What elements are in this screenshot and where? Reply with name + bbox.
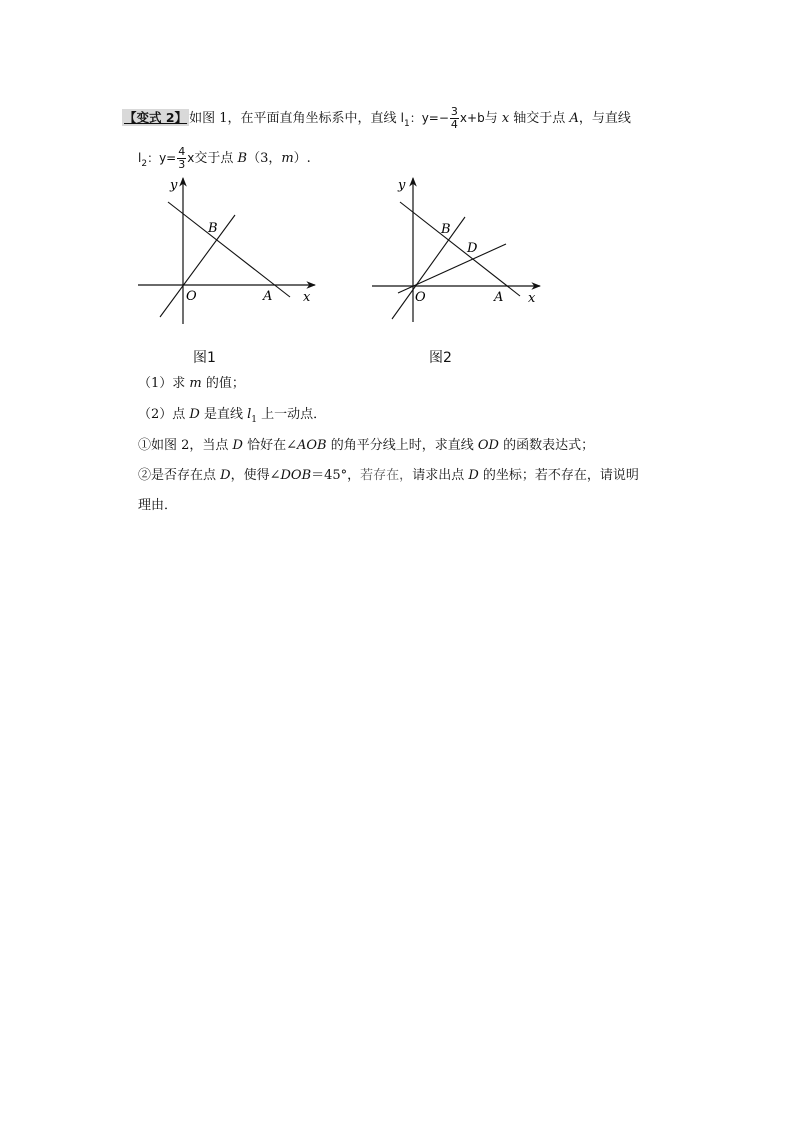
question-text: 的坐标；若不存在，请说明 [478, 468, 639, 483]
point-d-label: D [232, 438, 243, 453]
question-text: 是直线 [199, 407, 248, 422]
question-text-gray: 若存在， [360, 468, 413, 483]
problem-line-2 [138, 146, 311, 171]
point-a-label: A [569, 111, 579, 126]
sub-question-2 [138, 467, 639, 485]
line-l1 [168, 202, 290, 297]
question-text: （2）点 [138, 407, 190, 422]
question-text: ①如图 2，当点 [138, 438, 233, 453]
equation-l1-end: x+b [459, 111, 485, 125]
label-b: B [208, 221, 218, 236]
question-text: 的角平分线上时，求直线 [326, 438, 478, 453]
label-x: x [303, 290, 311, 305]
line-l1-letter: l [400, 111, 404, 125]
line-l2-subscript: 2 [141, 159, 148, 169]
figure-1-caption: 图1 [193, 350, 216, 366]
problem-text: ，与直线 [578, 111, 631, 126]
problem-text: ）. [293, 151, 311, 166]
label-x: x [528, 291, 536, 306]
label-a: A [263, 289, 273, 304]
question-text: ②是否存在点 [138, 468, 221, 483]
point-d-label: D [468, 468, 479, 483]
line-l2 [160, 215, 235, 317]
sub-question-2-continued [138, 497, 177, 515]
problem-text: 与 [484, 111, 502, 126]
problem-text: （3， [247, 151, 282, 166]
label-o: O [415, 290, 426, 305]
question-text: 理由． [138, 498, 178, 513]
label-y: y [170, 178, 178, 193]
line-l1-letter: l [247, 407, 252, 422]
figure-1-diagram [130, 172, 330, 332]
problem-text: 轴交于点 [509, 111, 570, 126]
sub-question-1 [138, 437, 594, 455]
variable-x: x [501, 111, 510, 126]
fraction-four-thirds [177, 146, 186, 171]
angle-aob-label: AOB [297, 438, 327, 453]
fraction-denominator: 4 [450, 118, 458, 131]
point-b-label: B [237, 151, 248, 166]
label-o: O [186, 289, 197, 304]
fraction-denominator: 3 [178, 158, 186, 171]
angle-dob-label: DOB [280, 468, 312, 483]
fraction-numerator: 3 [450, 105, 458, 118]
figure-2-diagram [362, 172, 562, 332]
variable-m: m [281, 151, 294, 166]
question-text: 的值； [201, 376, 245, 391]
question-1 [138, 375, 245, 393]
question-text: （1）求 [138, 376, 190, 391]
problem-text: 交于点 [194, 151, 238, 166]
label-b: B [441, 222, 451, 237]
fraction-numerator: 4 [178, 145, 186, 158]
line-l1-subscript: 1 [251, 415, 258, 425]
equation-l1-start: ：y=− [409, 111, 449, 125]
variant-tag: 【变式 2】 [124, 110, 188, 125]
question-text: ＝45°， [311, 468, 361, 483]
fraction-three-quarters [450, 106, 459, 131]
line-l2-letter: l [138, 151, 142, 165]
problem-line-1 [122, 106, 631, 131]
line-l1-subscript: 1 [403, 119, 410, 129]
label-y: y [398, 178, 406, 193]
figure-2-caption: 图2 [429, 350, 452, 366]
question-text: 恰好在∠ [242, 438, 298, 453]
question-2 [138, 406, 326, 425]
problem-text: 如图 1，在平面直角坐标系中，直线 [189, 111, 401, 126]
equation-l2-end: x [187, 151, 195, 165]
label-d: D [467, 241, 478, 256]
question-text: ，使得∠ [230, 468, 281, 483]
equation-l2-start: ：y= [147, 151, 177, 165]
question-text: 上一动点． [257, 407, 327, 422]
variable-m: m [189, 376, 202, 391]
point-d-label: D [189, 407, 200, 422]
line-od-label: OD [477, 438, 499, 453]
point-d-label: D [220, 468, 231, 483]
label-a: A [494, 290, 504, 305]
question-text: 请求出点 [412, 468, 469, 483]
question-text: 的函数表达式； [498, 438, 595, 453]
